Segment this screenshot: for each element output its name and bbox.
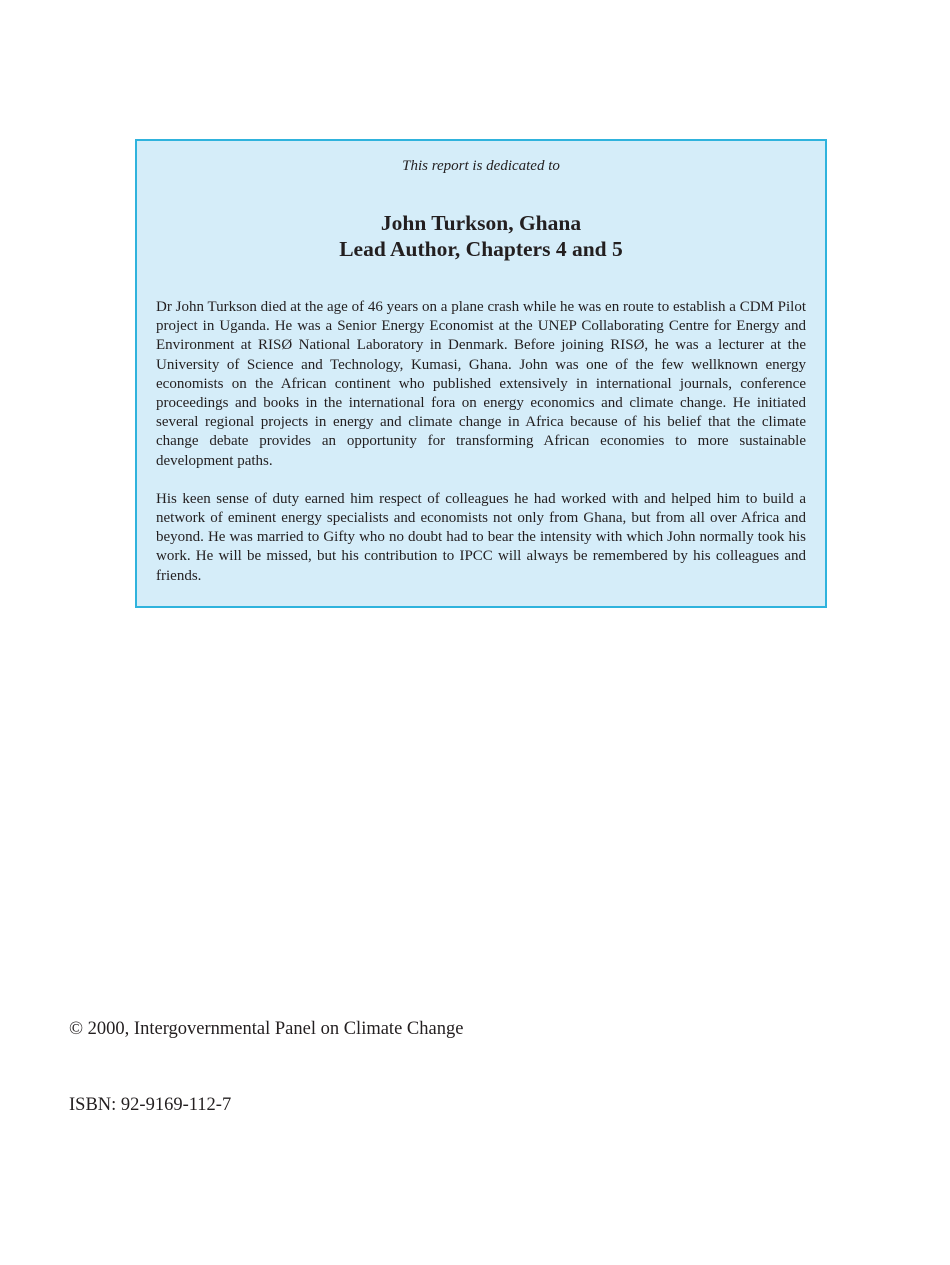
dedication-heading (156, 210, 806, 262)
isbn-number: ISBN: 92-9169-112-7 (69, 1095, 232, 1115)
dedication-intro: This report is dedicated to (402, 158, 560, 174)
biography-paragraph-1: Dr John Turkson died at the age of 46 years on a plane crash while he was en route to establish a CDM Pilot project in Uganda. He was a Senior Energy Economist at the UNEP Collaborating Centre for Energy and Environment at RISØ National Laboratory in Denmark. Before joining RISØ, he was a lecturer at the University of Science and Technology, Kumasi, Ghana. John was one of the few wellknown energy economists on the African continent who published extensively in international journals, conference proceedings and books in the international fora on energy economics and climate change. He initiated several regional projects in energy and climate change in Africa because of his belief that the climate change debate provides an opportunity for transforming African economies to more sustainable development paths. (156, 299, 806, 469)
dedicatee-role: Lead Author, Chapters 4 and 5 (339, 237, 623, 261)
biography-paragraph-2: His keen sense of duty earned him respect of colleagues he had worked with and helped him to build a network of eminent energy specialists and economists not only from Ghana, but from all over Africa and beyond. He was married to Gifty who no doubt had to bear the intensity with which John normally took his work. He will be missed, but his contribution to IPCC will always be remembered by his colleagues and friends. (156, 490, 806, 584)
dedicatee-name: John Turkson, Ghana (380, 211, 582, 235)
dedication-box (135, 139, 827, 608)
copyright-notice: © 2000, Intergovernmental Panel on Climate Change (69, 1019, 464, 1039)
